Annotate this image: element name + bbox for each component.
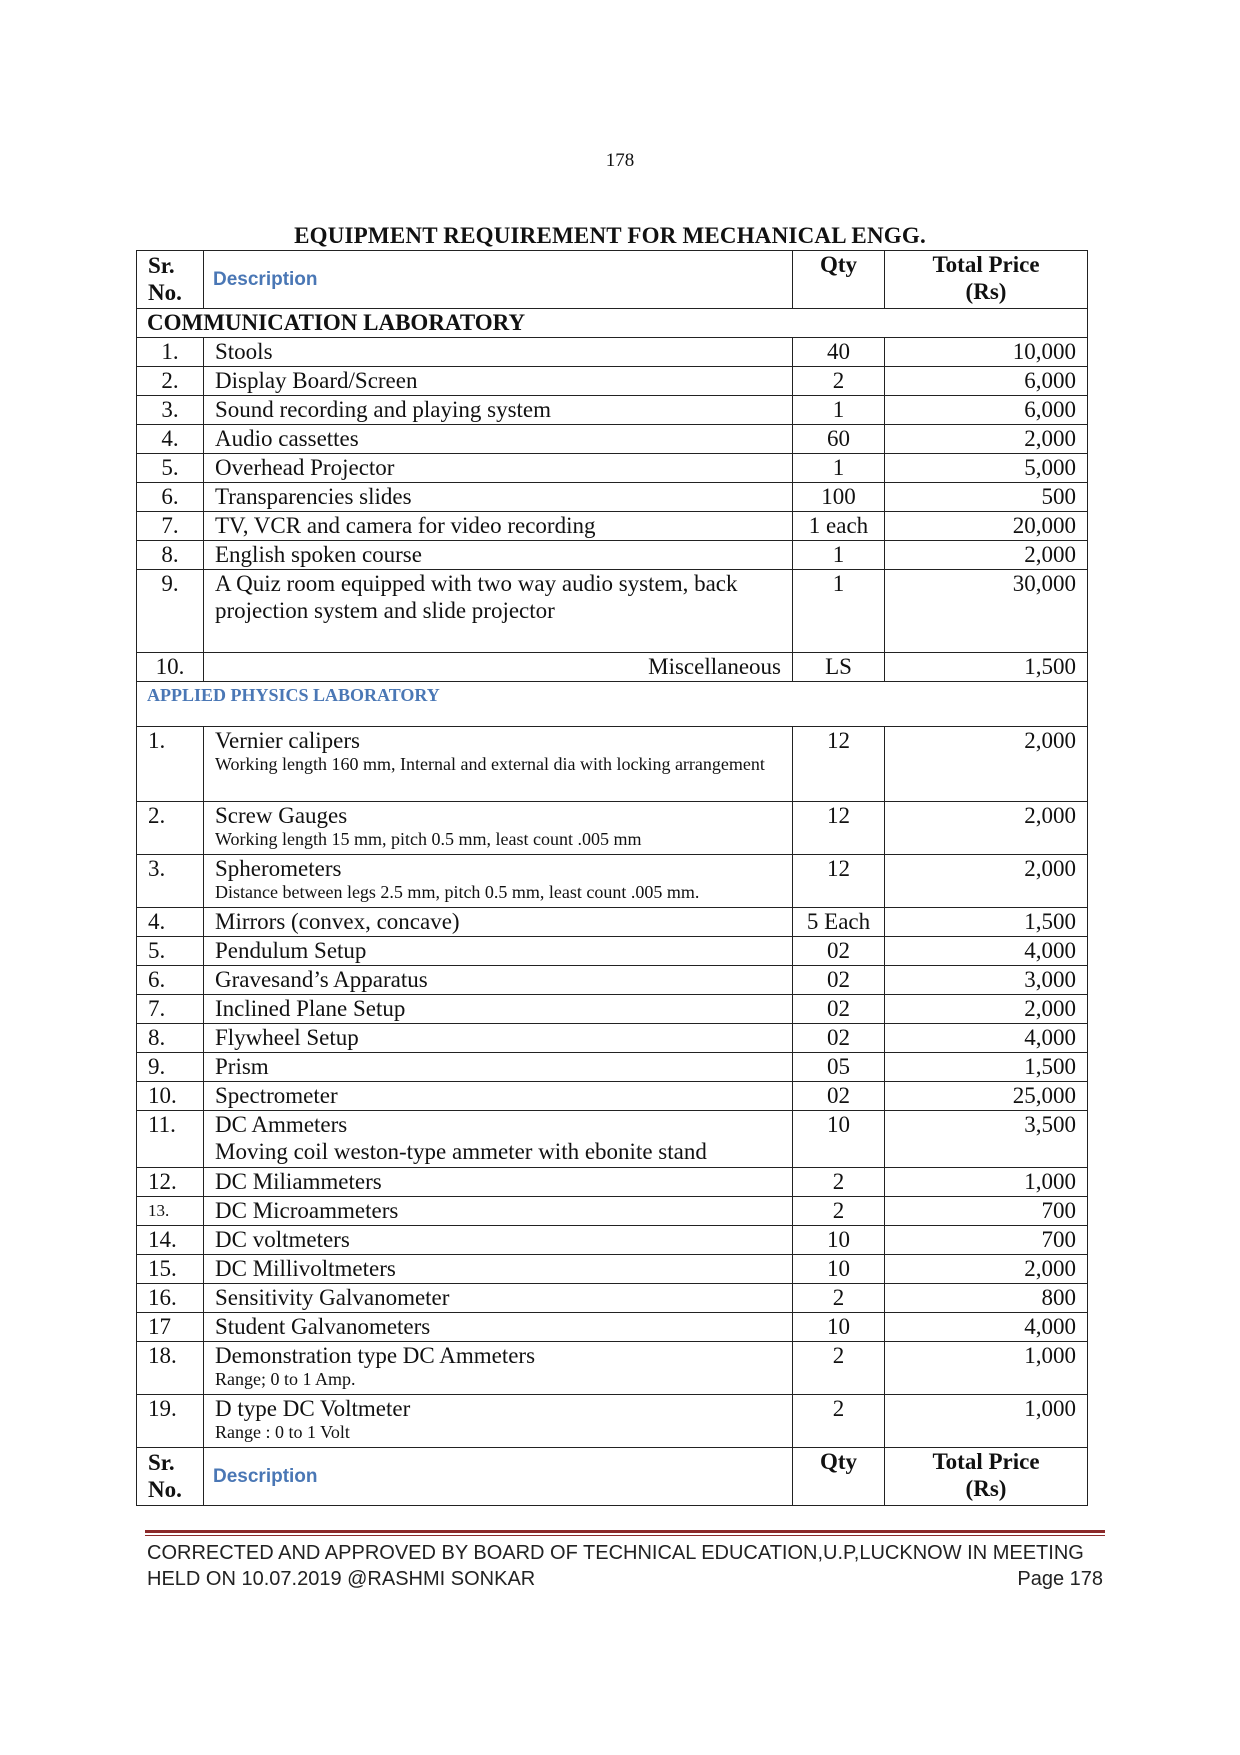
footer-divider — [145, 1530, 1105, 1533]
cell-qty: 10 — [793, 1111, 885, 1168]
footer-header-price: Total Price (Rs) — [885, 1448, 1088, 1506]
cell-description: A Quiz room equipped with two way audio system, back projection system and slide projector — [204, 570, 793, 653]
table-row — [137, 727, 1088, 802]
cell-qty: 2 — [793, 367, 885, 396]
cell-sr: 4. — [137, 425, 204, 454]
section-row — [137, 309, 1088, 338]
table-row — [137, 1342, 1088, 1395]
cell-description: Prism — [204, 1053, 793, 1082]
table-row — [137, 855, 1088, 908]
cell-sr: 10. — [137, 653, 204, 682]
cell-price: 700 — [885, 1197, 1088, 1226]
cell-subdescription: Working length 15 mm, pitch 0.5 mm, least count .005 mm — [215, 829, 642, 849]
cell-sr: 10. — [137, 1082, 204, 1111]
cell-qty: 2 — [793, 1395, 885, 1448]
cell-price: 700 — [885, 1226, 1088, 1255]
cell-qty: 1 — [793, 454, 885, 483]
header-sr: Sr. No. — [137, 251, 204, 309]
cell-qty: 40 — [793, 338, 885, 367]
cell-price: 4,000 — [885, 937, 1088, 966]
footer-line-2: HELD ON 10.07.2019 @RASHMI SONKAR — [147, 1568, 536, 1590]
table-row — [137, 338, 1088, 367]
cell-price: 4,000 — [885, 1024, 1088, 1053]
table-row — [137, 1053, 1088, 1082]
table-row — [137, 908, 1088, 937]
cell-sr: 7. — [137, 995, 204, 1024]
cell-qty: 02 — [793, 995, 885, 1024]
cell-qty: 5 Each — [793, 908, 885, 937]
cell-price: 4,000 — [885, 1313, 1088, 1342]
cell-sr: 4. — [137, 908, 204, 937]
cell-sr: 2. — [137, 802, 204, 855]
cell-description: DC Millivoltmeters — [204, 1255, 793, 1284]
table-row — [137, 1197, 1088, 1226]
cell-subdescription: Working length 160 mm, Internal and external dia with locking arrangement — [215, 754, 765, 774]
cell-sr: 19. — [137, 1395, 204, 1448]
cell-price: 2,000 — [885, 995, 1088, 1024]
cell-qty: LS — [793, 653, 885, 682]
cell-qty: 100 — [793, 483, 885, 512]
cell-description: Mirrors (convex, concave) — [204, 908, 793, 937]
cell-sr: 13. — [137, 1197, 204, 1226]
cell-price: 5,000 — [885, 454, 1088, 483]
cell-qty: 02 — [793, 1082, 885, 1111]
cell-qty: 12 — [793, 727, 885, 802]
cell-qty: 10 — [793, 1226, 885, 1255]
cell-price: 10,000 — [885, 338, 1088, 367]
cell-qty: 02 — [793, 966, 885, 995]
cell-qty: 2 — [793, 1284, 885, 1313]
cell-sr: 1. — [137, 338, 204, 367]
cell-sr: 8. — [137, 541, 204, 570]
table-row — [137, 1168, 1088, 1197]
header-qty: Qty — [793, 251, 885, 309]
cell-sr: 11. — [137, 1111, 204, 1168]
cell-sr: 14. — [137, 1226, 204, 1255]
table-row — [137, 1313, 1088, 1342]
cell-description: D type DC Voltmeter Range : 0 to 1 Volt — [204, 1395, 793, 1448]
table-row — [137, 1284, 1088, 1313]
header-price: Total Price (Rs) — [885, 251, 1088, 309]
cell-price: 800 — [885, 1284, 1088, 1313]
cell-price: 6,000 — [885, 396, 1088, 425]
footer-line-1: CORRECTED AND APPROVED BY BOARD OF TECHNICAL EDUCATION,U.P,LUCKNOW IN MEETING — [147, 1542, 1084, 1564]
cell-description: DC Miliammeters — [204, 1168, 793, 1197]
table-row — [137, 802, 1088, 855]
section-communication: COMMUNICATION LABORATORY — [137, 309, 1088, 338]
cell-sr: 7. — [137, 512, 204, 541]
table-row — [137, 1226, 1088, 1255]
cell-description: DC Microammeters — [204, 1197, 793, 1226]
cell-sr: 17 — [137, 1313, 204, 1342]
cell-description: DC voltmeters — [204, 1226, 793, 1255]
page-number: 178 — [605, 150, 635, 171]
table-row — [137, 483, 1088, 512]
table-row — [137, 396, 1088, 425]
cell-description: Overhead Projector — [204, 454, 793, 483]
cell-description: Display Board/Screen — [204, 367, 793, 396]
cell-sr: 3. — [137, 396, 204, 425]
cell-description: TV, VCR and camera for video recording — [204, 512, 793, 541]
table-row — [137, 966, 1088, 995]
table-row — [137, 995, 1088, 1024]
cell-description: Sensitivity Galvanometer — [204, 1284, 793, 1313]
cell-qty: 02 — [793, 937, 885, 966]
cell-description: Spherometers Distance between legs 2.5 mm, pitch 0.5 mm, least count .005 mm. — [204, 855, 793, 908]
table-header-row — [137, 251, 1088, 309]
table-row — [137, 454, 1088, 483]
cell-description: Screw Gauges Working length 15 mm, pitch 0.5 mm, least count .005 mm — [204, 802, 793, 855]
cell-description: DC Ammeters Moving coil weston-type ammeter with ebonite stand — [204, 1111, 793, 1168]
table-row — [137, 1082, 1088, 1111]
cell-sr: 8. — [137, 1024, 204, 1053]
cell-price: 1,000 — [885, 1395, 1088, 1448]
cell-description: English spoken course — [204, 541, 793, 570]
cell-description-line2: Moving coil weston-type ammeter with ebonite stand — [215, 1139, 707, 1164]
footer-divider-thin — [145, 1535, 1105, 1536]
cell-subdescription: Range; 0 to 1 Amp. — [215, 1369, 356, 1389]
cell-price: 2,000 — [885, 855, 1088, 908]
cell-description: Stools — [204, 338, 793, 367]
section-physics: APPLIED PHYSICS LABORATORY — [137, 682, 1088, 727]
cell-description: Transparencies slides — [204, 483, 793, 512]
cell-qty: 2 — [793, 1342, 885, 1395]
cell-qty: 12 — [793, 855, 885, 908]
cell-description: Audio cassettes — [204, 425, 793, 454]
cell-sr: 3. — [137, 855, 204, 908]
table-row — [137, 367, 1088, 396]
document-title: EQUIPMENT REQUIREMENT FOR MECHANICAL ENGG. — [294, 223, 926, 248]
cell-sr: 9. — [137, 1053, 204, 1082]
footer-header-sr: Sr. No. — [137, 1448, 204, 1506]
footer-header-qty: Qty — [793, 1448, 885, 1506]
cell-price: 1,500 — [885, 908, 1088, 937]
cell-price: 3,000 — [885, 966, 1088, 995]
table-row — [137, 653, 1088, 682]
cell-qty: 1 — [793, 570, 885, 653]
cell-description: Sound recording and playing system — [204, 396, 793, 425]
table-row — [137, 512, 1088, 541]
table-row — [137, 1024, 1088, 1053]
cell-price: 3,500 — [885, 1111, 1088, 1168]
cell-sr: 12. — [137, 1168, 204, 1197]
cell-qty: 2 — [793, 1168, 885, 1197]
cell-price: 30,000 — [885, 570, 1088, 653]
table-footer-header-row — [137, 1448, 1088, 1506]
cell-price: 1,500 — [885, 653, 1088, 682]
cell-subdescription: Distance between legs 2.5 mm, pitch 0.5 mm, least count .005 mm. — [215, 882, 700, 902]
cell-description: Student Galvanometers — [204, 1313, 793, 1342]
page-footer — [147, 1540, 1103, 1592]
cell-sr: 6. — [137, 483, 204, 512]
cell-sr: 16. — [137, 1284, 204, 1313]
cell-price: 25,000 — [885, 1082, 1088, 1111]
cell-price: 2,000 — [885, 1255, 1088, 1284]
cell-qty: 10 — [793, 1255, 885, 1284]
cell-price: 500 — [885, 483, 1088, 512]
footer-header-description: Description — [204, 1448, 793, 1506]
cell-qty: 12 — [793, 802, 885, 855]
cell-description: Inclined Plane Setup — [204, 995, 793, 1024]
cell-sr: 5. — [137, 937, 204, 966]
cell-price: 2,000 — [885, 425, 1088, 454]
cell-description: Spectrometer — [204, 1082, 793, 1111]
cell-description: Miscellaneous — [204, 653, 793, 682]
table-row — [137, 937, 1088, 966]
cell-price: 20,000 — [885, 512, 1088, 541]
table-row — [137, 1395, 1088, 1448]
cell-sr: 9. — [137, 570, 204, 653]
cell-qty: 02 — [793, 1024, 885, 1053]
cell-description: Pendulum Setup — [204, 937, 793, 966]
table-row — [137, 1111, 1088, 1168]
cell-sr: 18. — [137, 1342, 204, 1395]
cell-description: Vernier calipers Working length 160 mm, Internal and external dia with locking arrangement — [204, 727, 793, 802]
cell-price: 1,000 — [885, 1342, 1088, 1395]
footer-page-label: Page 178 — [1017, 1568, 1103, 1590]
header-description: Description — [204, 251, 793, 309]
cell-qty: 1 — [793, 541, 885, 570]
section-row — [137, 682, 1088, 727]
table-row — [137, 541, 1088, 570]
equipment-table — [136, 250, 1088, 1506]
cell-price: 2,000 — [885, 541, 1088, 570]
cell-price: 2,000 — [885, 802, 1088, 855]
table-row — [137, 570, 1088, 653]
cell-sr: 5. — [137, 454, 204, 483]
cell-subdescription: Range : 0 to 1 Volt — [215, 1422, 350, 1442]
cell-qty: 10 — [793, 1313, 885, 1342]
cell-qty: 1 — [793, 396, 885, 425]
cell-description: Flywheel Setup — [204, 1024, 793, 1053]
cell-sr: 15. — [137, 1255, 204, 1284]
table-row — [137, 425, 1088, 454]
cell-sr: 1. — [137, 727, 204, 802]
cell-price: 1,500 — [885, 1053, 1088, 1082]
cell-qty: 2 — [793, 1197, 885, 1226]
cell-qty: 1 each — [793, 512, 885, 541]
cell-sr: 2. — [137, 367, 204, 396]
cell-qty: 60 — [793, 425, 885, 454]
cell-description: Demonstration type DC Ammeters Range; 0 to 1 Amp. — [204, 1342, 793, 1395]
cell-sr: 6. — [137, 966, 204, 995]
cell-price: 1,000 — [885, 1168, 1088, 1197]
cell-price: 6,000 — [885, 367, 1088, 396]
cell-price: 2,000 — [885, 727, 1088, 802]
table-row — [137, 1255, 1088, 1284]
cell-description: Gravesand’s Apparatus — [204, 966, 793, 995]
cell-qty: 05 — [793, 1053, 885, 1082]
